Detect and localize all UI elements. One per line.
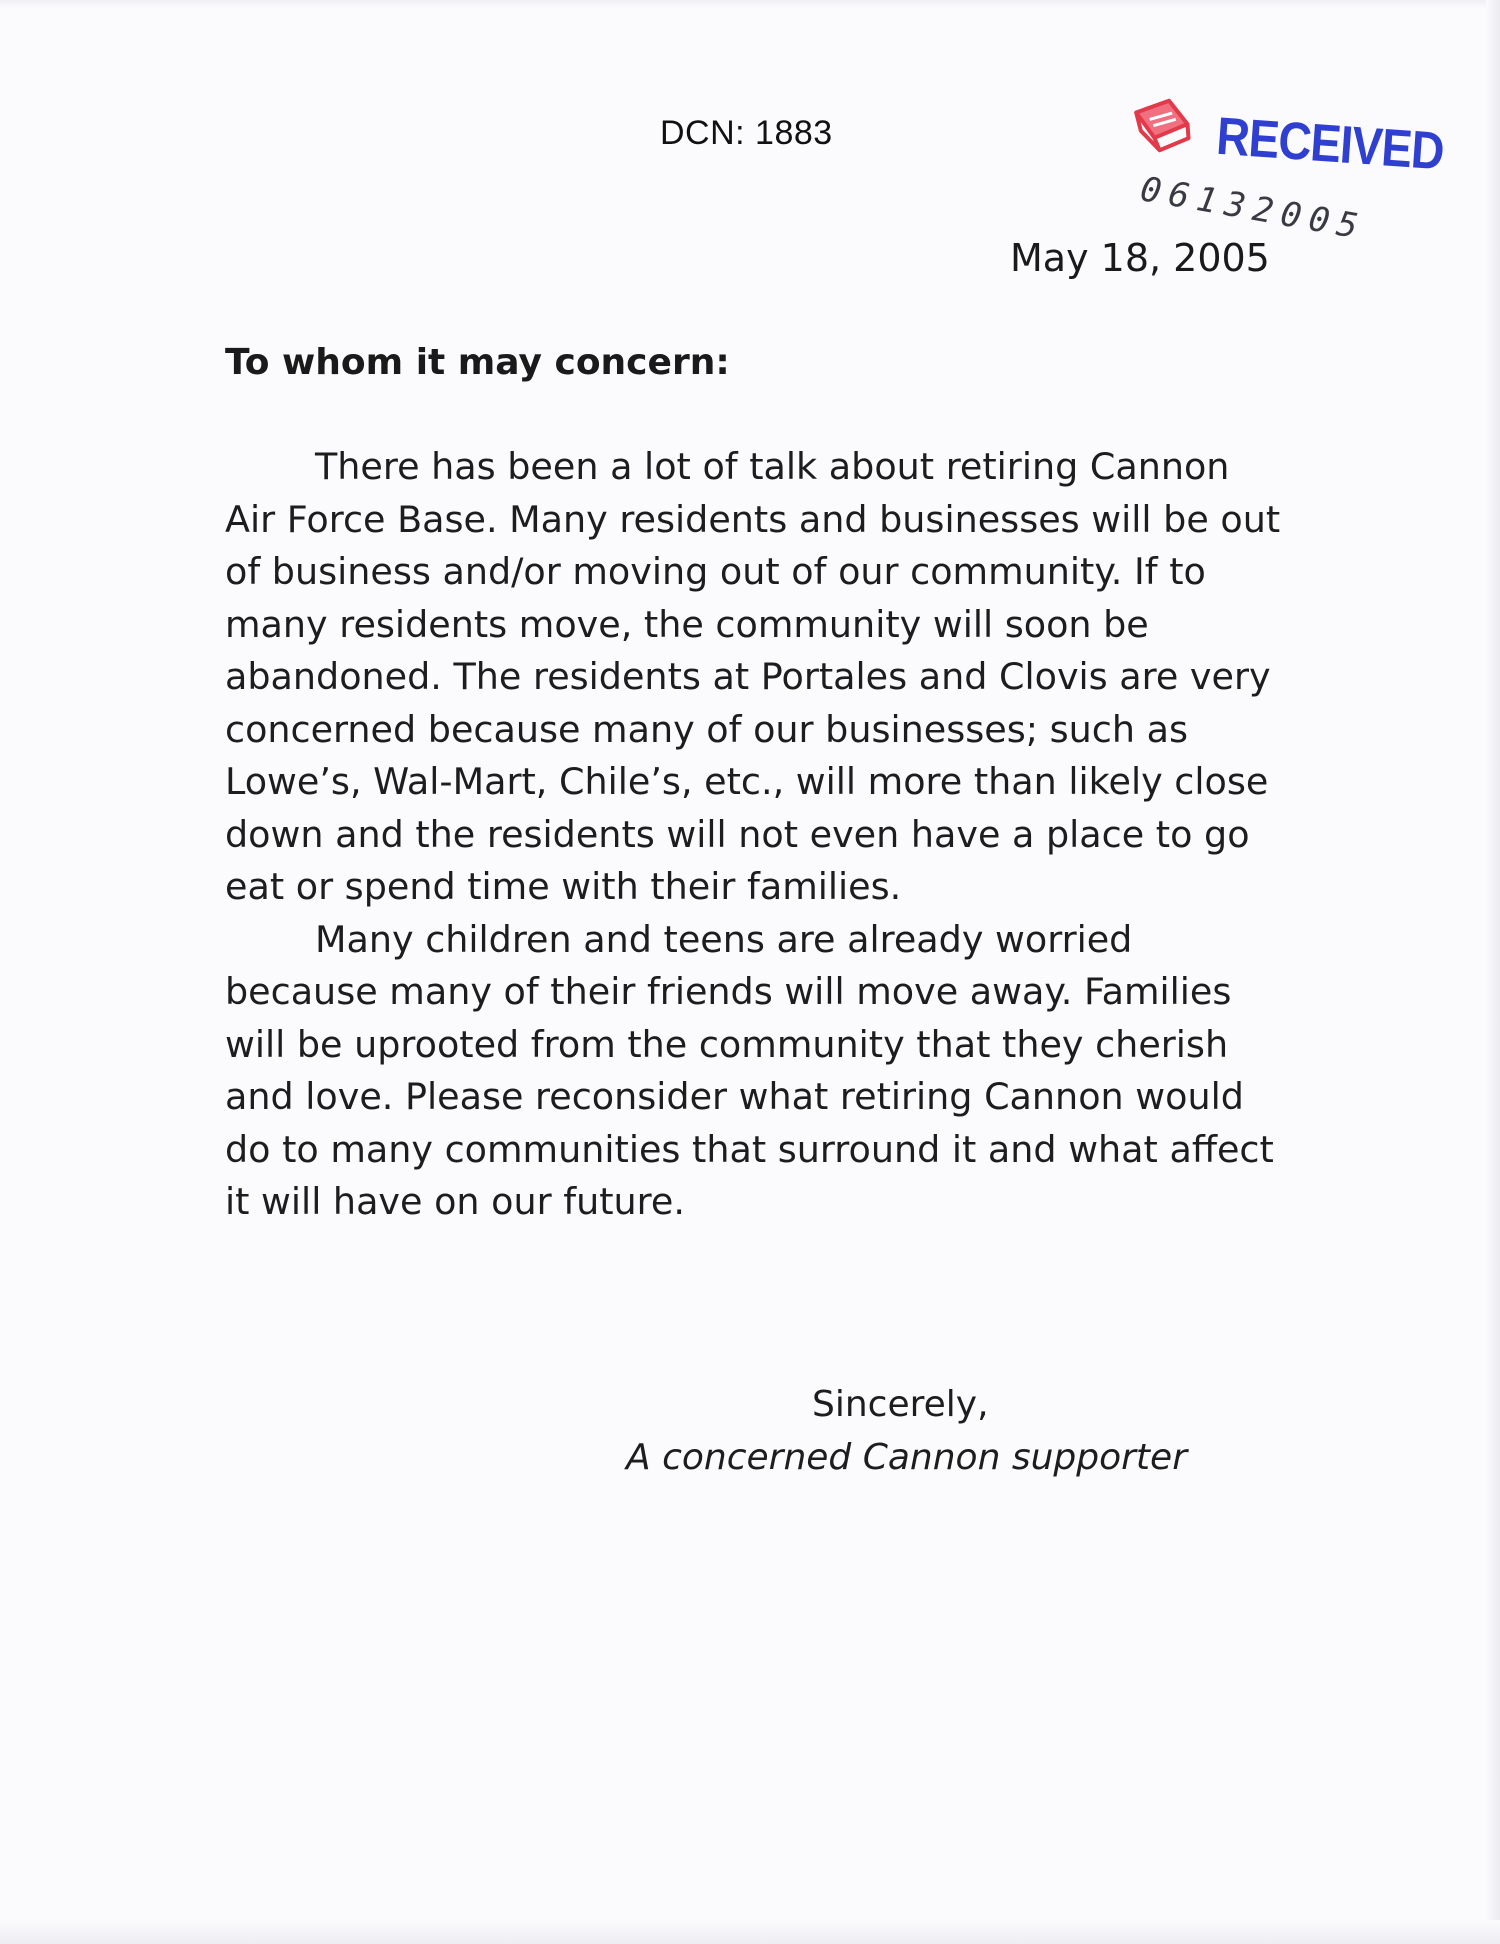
signature: A concerned Cannon supporter [626,1437,1187,1478]
closing: Sincerely, [812,1384,989,1425]
stamp-received-label: RECEIVED [1214,105,1446,181]
scan-edge-top [0,0,1500,8]
salutation: To whom it may concern: [225,342,730,383]
letter-date: May 18, 2005 [1010,236,1270,280]
scan-edge-bottom [0,1920,1500,1944]
stamp-icon [1125,90,1199,157]
scan-edge-right [1486,0,1500,1944]
stamp-received-date: 06132005 [1137,169,1369,249]
document-control-number: DCN: 1883 [660,114,833,152]
paragraph-2: Many children and teens are already worried because many of their friends will move away. Families will be uprooted from the community that they cherish and love. Please reconsider what retiring Cannon would do to many communities that surround it and what affect it will have on our future. [225,917,1274,1223]
letter-body [225,441,1285,1229]
paragraph-1: There has been a lot of talk about retiring Cannon Air Force Base. Many residents and businesses will be out of business and/or moving out of our community. If to many residents move, the community will soon be abandoned. The residents at Portales and Clovis are very concerned because many of our businesses; such as Lowe’s, Wal-Mart, Chile’s, etc., will more than likely close down and the residents will not even have a place to go eat or spend time with their families. [225,445,1281,908]
